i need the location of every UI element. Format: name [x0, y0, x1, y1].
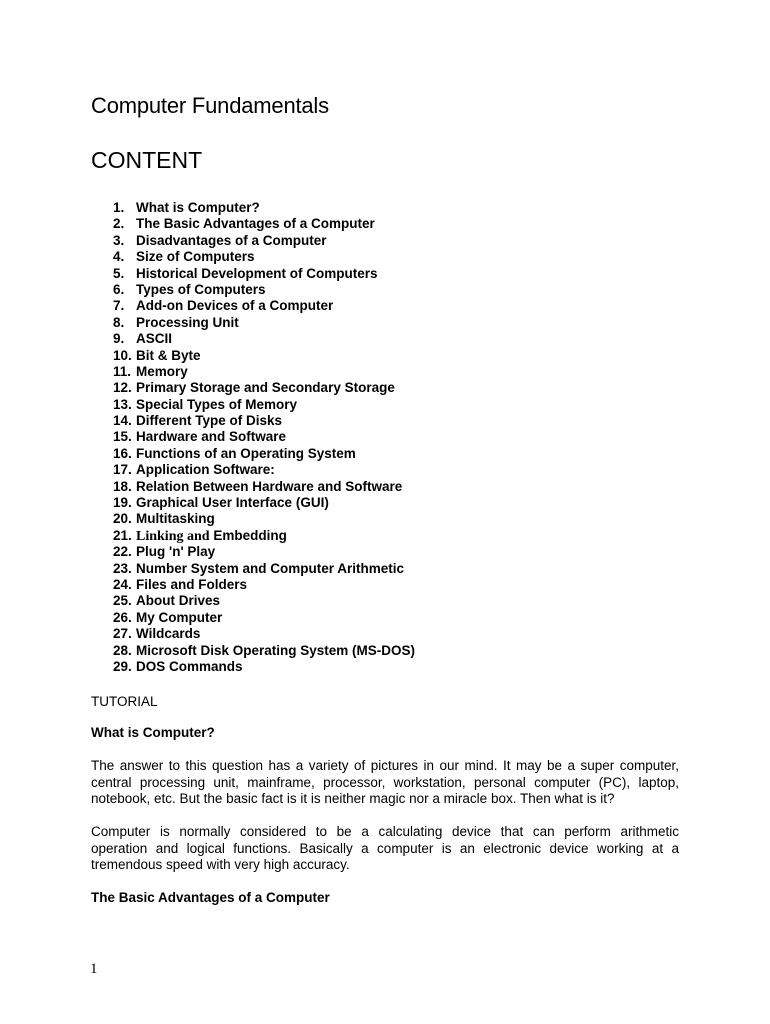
toc-item-number: 10. [113, 347, 132, 363]
toc-item [91, 200, 415, 216]
toc-item [91, 348, 415, 364]
toc-item [91, 331, 415, 347]
toc-item-label: Number System and Computer Arithmetic [136, 560, 405, 576]
toc-item [91, 659, 415, 675]
toc-item-label: Disadvantages of a Computer [136, 232, 327, 248]
toc-item [91, 593, 415, 609]
section-heading-basic-advantages: The Basic Advantages of a Computer [91, 890, 330, 905]
paragraph-line: notebook, etc. But the basic fact is it is neither magic nor a miracle box. Then what is it? [91, 791, 615, 806]
toc-item-label: Graphical User Interface (GUI) [136, 495, 329, 511]
toc-item-number: 5. [113, 265, 125, 281]
paragraph-computer-definition [91, 824, 679, 874]
toc-item [91, 479, 415, 495]
toc-item [91, 364, 415, 380]
toc-item-number: 6. [113, 281, 125, 297]
toc-item [91, 429, 415, 445]
toc-item [91, 233, 415, 249]
toc-item-number: 21. [113, 527, 132, 543]
toc-item-number: 23. [113, 560, 132, 576]
toc-item-label: ASCII [136, 331, 173, 347]
toc-item-label: Bit & Byte [136, 347, 201, 363]
toc-item-label: Wildcards [136, 626, 201, 642]
toc-item-number: 9. [113, 331, 125, 347]
toc-item-number: 14. [113, 413, 132, 429]
toc-item-label: DOS Commands [136, 658, 243, 674]
toc-item-number: 29. [113, 658, 132, 674]
toc-item [91, 397, 415, 413]
table-of-contents [91, 200, 415, 675]
toc-item-label: What is Computer? [136, 200, 260, 215]
toc-item-label: Primary Storage and Secondary Storage [136, 380, 395, 396]
toc-item-number: 20. [113, 511, 132, 527]
toc-item [91, 216, 415, 232]
toc-item-number: 1. [113, 200, 125, 215]
page-number: 1 [90, 961, 98, 977]
toc-item [91, 266, 415, 282]
toc-item-label: Microsoft Disk Operating System (MS-DOS) [136, 642, 416, 658]
toc-item-label: Types of Computers [136, 281, 266, 297]
paragraph-line: Computer is normally considered to be a calculating device that can perform arithmetic [91, 824, 679, 839]
toc-item-label: Files and Folders [136, 576, 248, 592]
toc-item-label [136, 528, 287, 544]
toc-item-label: Plug 'n' Play [136, 544, 216, 560]
toc-item-number: 3. [113, 232, 125, 248]
toc-item-label: Relation Between Hardware and Software [136, 478, 403, 494]
paragraph-line: central processing unit, mainframe, processor, workstation, personal computer (PC), laptop, [91, 774, 679, 790]
toc-item-label: About Drives [136, 593, 221, 609]
toc-item-number: 19. [113, 495, 132, 511]
toc-item-number: 28. [113, 642, 132, 658]
toc-item-number: 24. [113, 576, 132, 592]
toc-item-number: 18. [113, 478, 132, 494]
toc-item-number: 16. [113, 445, 132, 461]
toc-item-label: Size of Computers [136, 249, 255, 265]
paragraph-line: The answer to this question has a variety of pictures in our mind. It may be a super computer, [91, 758, 679, 773]
toc-item-number: 2. [113, 216, 125, 232]
toc-item-label: Historical Development of Computers [136, 265, 378, 281]
toc-item [91, 643, 415, 659]
paragraph-what-is-computer [91, 758, 679, 808]
toc-item [91, 626, 415, 642]
paragraph-line: tremendous speed with very high accuracy. [91, 857, 350, 872]
toc-item-label: Functions of an Operating System [136, 445, 356, 461]
toc-item-number: 26. [113, 609, 132, 625]
toc-item-label: Different Type of Disks [136, 413, 283, 429]
toc-item [91, 610, 415, 626]
toc-item-label-serif-part: Linking and [136, 528, 210, 544]
toc-item-label: Application Software: [136, 462, 275, 478]
toc-item-number: 17. [113, 462, 132, 478]
toc-item [91, 511, 415, 527]
toc-item-label: My Computer [136, 609, 223, 625]
toc-item [91, 495, 415, 511]
toc-item [91, 577, 415, 593]
toc-item [91, 298, 415, 314]
toc-item-number: 11. [113, 363, 132, 379]
toc-item [91, 249, 415, 265]
content-heading: CONTENT [91, 147, 203, 173]
toc-item-number: 25. [113, 593, 132, 609]
toc-item-number: 4. [113, 249, 125, 265]
paragraph-line: operation and logical functions. Basically a computer is an electronic device working at a [91, 840, 679, 856]
document-title: Computer Fundamentals [91, 93, 329, 118]
toc-item-label-rest: Embedding [209, 527, 287, 543]
toc-item-label: The Basic Advantages of a Computer [136, 216, 375, 232]
toc-item [91, 446, 415, 462]
toc-item-label: Multitasking [136, 511, 215, 527]
toc-item-number: 15. [113, 429, 132, 445]
toc-item-number: 27. [113, 626, 132, 642]
toc-item-number: 7. [113, 298, 125, 314]
toc-item [91, 528, 415, 544]
toc-item [91, 413, 415, 429]
toc-item [91, 544, 415, 560]
toc-item [91, 315, 415, 331]
toc-item-number: 13. [113, 396, 132, 412]
toc-item [91, 380, 415, 396]
toc-item-label: Memory [136, 363, 188, 379]
toc-item-number: 22. [113, 544, 132, 560]
tutorial-label: TUTORIAL [91, 694, 158, 709]
toc-item-label: Processing Unit [136, 314, 239, 330]
toc-item [91, 561, 415, 577]
toc-item-number: 8. [113, 314, 125, 330]
toc-item [91, 462, 415, 478]
toc-item-label: Hardware and Software [136, 429, 287, 445]
section-heading-what-is-computer: What is Computer? [91, 725, 215, 740]
toc-item-label: Add-on Devices of a Computer [136, 298, 334, 314]
toc-item-number: 12. [113, 380, 132, 396]
toc-item-label: Special Types of Memory [136, 396, 298, 412]
toc-item [91, 282, 415, 298]
